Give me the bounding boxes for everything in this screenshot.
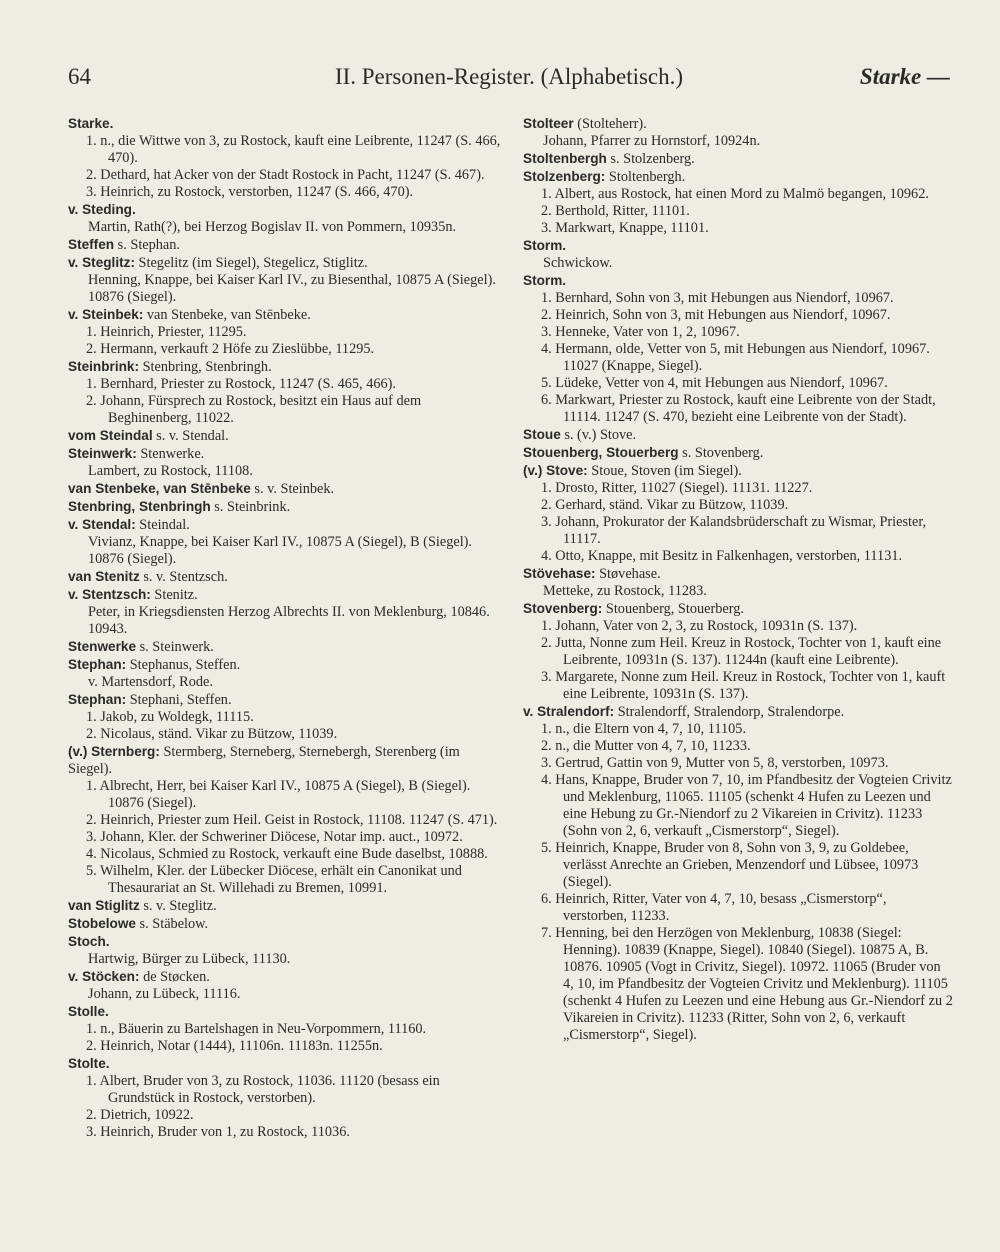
- entry-headword: Storm.: [523, 238, 567, 253]
- entry-item: 1. Drosto, Ritter, 11027 (Siegel). 11131. 11227.: [541, 480, 813, 496]
- entry-item: 1. Bernhard, Sohn von 3, mit Hebungen aus Niendorf, 10967.: [541, 290, 894, 306]
- entry-heading-line: [68, 743, 506, 778]
- entry-heading-line: [68, 201, 506, 219]
- entry-variants: Stephani, Steffen.: [126, 692, 232, 708]
- entry-heading-line: [523, 272, 953, 290]
- register-entry: [68, 1055, 506, 1141]
- register-entry: [68, 656, 506, 691]
- entry-item: 2. Heinrich, Sohn von 3, mit Hebungen aus Niendorf, 10967.: [541, 307, 891, 323]
- register-entry: [68, 306, 506, 358]
- entry-heading-line: [68, 1003, 506, 1021]
- entry-variants: s. (v.) Stove.: [560, 427, 637, 443]
- entry-headword: v. Stöcken:: [68, 969, 140, 984]
- entry-heading-line: [523, 703, 953, 721]
- entry-variants: Stenbring, Stenbringh.: [139, 359, 272, 375]
- entry-variants: Stegelitz (im Siegel), Stegelicz, Stiglitz.: [134, 255, 368, 271]
- entry-variants: Stouenberg, Stouerberg.: [602, 601, 744, 617]
- entry-headword: Stövehase:: [523, 566, 596, 581]
- entry-variants: s. v. Stentzsch.: [139, 569, 228, 585]
- entry-description: Hartwig, Bürger zu Lübeck, 11130.: [88, 951, 291, 967]
- entry-item: 1. Heinrich, Priester, 11295.: [86, 324, 247, 340]
- entry-headword: Stobelowe: [68, 916, 136, 931]
- entry-headword: Stephan:: [68, 657, 127, 672]
- entry-headword: Stoch.: [68, 934, 110, 949]
- entry-item: 7. Henning, bei den Herzögen von Meklenburg, 10838 (Siegel: Henning). 10839 (Knappe, Siegel). 10840 (Siegel). 10875 A, B. 10876. 10905 (Vogt in Crivitz, Siegel). 10972. 11065 (Bruder von 4, 10, im Pfandbesitz der Vogteien Crivitz und Meklenburg). 11105 (schenkt 4 Hufen zu Leezen und eine Hebung aus Gr.-Niendorf zu 2 Vikareien in Crivitz). 11233 (Ritter, Sohn von 2, 6, verkauft „Cismerstorp“, Siegel).: [541, 925, 953, 1043]
- entry-item: 3. Heinrich, zu Rostock, verstorben, 11247 (S. 466, 470).: [86, 184, 414, 200]
- entry-heading-line: [68, 358, 506, 376]
- entry-heading-line: [523, 565, 953, 583]
- entry-variants: Støvehase.: [595, 566, 661, 582]
- entry-item: 2. Berthold, Ritter, 11101.: [541, 203, 690, 219]
- entry-headword: v. Stentzsch:: [68, 587, 151, 602]
- entry-item: 3. Gertrud, Gattin von 9, Mutter von 5, 8, verstorben, 10973.: [541, 755, 889, 771]
- entry-heading-line: [68, 306, 506, 324]
- register-entry: [68, 498, 506, 516]
- entry-headword: Steinbrink:: [68, 359, 139, 374]
- register-entry: [68, 445, 506, 480]
- entry-item: 3. Johann, Kler. der Schweriner Diöcese, Notar imp. auct., 10972.: [86, 829, 463, 845]
- entry-variants: Stralendorff, Stralendorp, Stralendorpe.: [614, 704, 845, 720]
- entry-headword: (v.) Sternberg:: [68, 744, 160, 759]
- entry-headword: v. Stralendorf:: [523, 704, 615, 719]
- register-entry: [68, 638, 506, 656]
- entry-item: 2. Hermann, verkauft 2 Höfe zu Zieslübbe, 11295.: [86, 341, 375, 357]
- entry-description: Lambert, zu Rostock, 11108.: [88, 463, 253, 479]
- entry-heading-line: [68, 915, 506, 933]
- register-entry: [68, 1003, 506, 1055]
- entry-item: 1. Bernhard, Priester zu Rostock, 11247 (S. 465, 466).: [86, 376, 396, 392]
- entry-description: Martin, Rath(?), bei Herzog Bogislav II. von Pommern, 10935n.: [88, 219, 457, 235]
- entry-item: 5. Wilhelm, Kler. der Lübecker Diöcese, erhält ein Canonikat und Thesaurariat an St. Willehadi zu Bremen, 10991.: [86, 863, 462, 896]
- entry-item: 1. Johann, Vater von 2, 3, zu Rostock, 10931n (S. 137).: [541, 618, 858, 634]
- entry-headword: Storm.: [523, 273, 567, 288]
- register-entry: [523, 150, 953, 168]
- entry-item: 2. Heinrich, Notar (1444), 11106n. 11183n. 11255n.: [86, 1038, 383, 1054]
- entry-item: 4. Hermann, olde, Vetter von 5, mit Hebungen aus Niendorf, 10967. 11027 (Knappe, Siegel).: [541, 341, 930, 374]
- entry-heading-line: [523, 426, 953, 444]
- entry-item: 4. Nicolaus, Schmied zu Rostock, verkauft eine Bude daselbst, 10888.: [86, 846, 488, 862]
- entry-item: 4. Hans, Knappe, Bruder von 7, 10, im Pfandbesitz der Vogteien Crivitz und Meklenburg, 11065. 11105 (schenkt 4 Hufen zu Leezen und eine Hebung zu Gr.-Niendorf zu 2 Vikareien in Crivitz). 11233 (Sohn von 2, 6, verkauft „Cismerstorp“, Siegel).: [541, 772, 952, 839]
- entry-heading-line: [68, 933, 506, 951]
- entry-heading-line: [523, 115, 953, 133]
- entry-item: 6. Heinrich, Ritter, Vater von 4, 7, 10, besass „Cismerstorp“, verstorben, 11233.: [541, 891, 887, 924]
- register-entry: [68, 254, 506, 306]
- register-entry: [523, 168, 953, 237]
- entry-heading-line: [68, 236, 506, 254]
- entry-item: 1. n., die Wittwe von 3, zu Rostock, kauft eine Leibrente, 11247 (S. 466, 470).: [86, 133, 501, 166]
- entry-headword: Stoue: [523, 427, 561, 442]
- entry-item: 6. Markwart, Priester zu Rostock, kauft eine Leibrente von der Stadt, 11114. 11247 (S. 470, bezieht eine Leibrente von der Stadt).: [541, 392, 936, 425]
- entry-item: 1. Albert, Bruder von 3, zu Rostock, 11036. 11120 (besass ein Grundstück in Rostock, verstorben).: [86, 1073, 440, 1106]
- entry-headword: (v.) Stove:: [523, 463, 588, 478]
- register-entry: [68, 236, 506, 254]
- entry-heading-line: [523, 168, 953, 186]
- register-entry: [523, 565, 953, 600]
- entry-heading-line: [523, 600, 953, 618]
- entry-variants: s. Stäbelow.: [135, 916, 209, 932]
- entry-headword: vom Steindal: [68, 428, 153, 443]
- entry-heading-line: [68, 656, 506, 674]
- register-entry: [68, 201, 506, 236]
- entry-headword: Stolteer: [523, 116, 574, 131]
- entry-headword: Stovenberg:: [523, 601, 603, 616]
- register-entry: [523, 600, 953, 703]
- register-entry: [68, 915, 506, 933]
- page-header: [68, 64, 950, 98]
- entry-item: 4. Otto, Knappe, mit Besitz in Falkenhagen, verstorben, 11131.: [541, 548, 903, 564]
- entry-variants: Stenitz.: [150, 587, 198, 603]
- entry-headword: v. Steglitz:: [68, 255, 135, 270]
- entry-headword: v. Steding.: [68, 202, 136, 217]
- entry-item: 2. Dietrich, 10922.: [86, 1107, 194, 1123]
- entry-item: 5. Lüdeke, Vetter von 4, mit Hebungen aus Niendorf, 10967.: [541, 375, 888, 391]
- entry-item: 2. Gerhard, ständ. Vikar zu Bützow, 11039.: [541, 497, 789, 513]
- entry-description: Johann, zu Lübeck, 11116.: [88, 986, 241, 1002]
- entry-heading-line: [68, 480, 506, 498]
- entry-variants: de Støcken.: [139, 969, 210, 985]
- entry-description: Schwickow.: [543, 255, 613, 271]
- entry-heading-line: [68, 691, 506, 709]
- register-entry: [68, 358, 506, 427]
- entry-item: 1. Jakob, zu Woldegk, 11115.: [86, 709, 254, 725]
- entry-headword: van Stenitz: [68, 569, 140, 584]
- entry-variants: s. v. Steinbek.: [250, 481, 335, 497]
- entry-item: 3. Heinrich, Bruder von 1, zu Rostock, 11036.: [86, 1124, 350, 1140]
- entry-heading-line: [68, 1055, 506, 1073]
- entry-heading-line: [68, 498, 506, 516]
- entry-headword: v. Stendal:: [68, 517, 136, 532]
- entry-description: Johann, Pfarrer zu Hornstorf, 10924n.: [543, 133, 761, 149]
- entry-item: 1. n., die Eltern von 4, 7, 10, 11105.: [541, 721, 747, 737]
- entry-item: 3. Johann, Prokurator der Kalandsbrüderschaft zu Wismar, Priester, 11117.: [541, 514, 927, 547]
- entry-headword: Stolle.: [68, 1004, 109, 1019]
- register-entry: [68, 568, 506, 586]
- page-title: II. Personen-Register. (Alphabetisch.): [334, 64, 684, 89]
- entry-heading-line: [68, 516, 506, 534]
- entry-item: 2. Jutta, Nonne zum Heil. Kreuz in Rostock, Tochter von 1, kauft eine Leibrente, 10931n (S. 137). 11244n (kauft eine Leibrente).: [541, 635, 942, 668]
- entry-variants: Stoue, Stoven (im Siegel).: [587, 463, 742, 479]
- entry-variants: s. Stephan.: [114, 237, 180, 253]
- entry-variants: (Stolteherr).: [573, 116, 647, 132]
- register-entry: [68, 115, 506, 201]
- entry-headword: Starke.: [68, 116, 114, 131]
- entry-item: 3. Henneke, Vater von 1, 2, 10967.: [541, 324, 740, 340]
- entry-headword: Stoltenbergh: [523, 151, 607, 166]
- entry-item: 2. Dethard, hat Acker von der Stadt Rostock in Pacht, 11247 (S. 467).: [86, 167, 485, 183]
- entry-item: 2. Johann, Fürsprech zu Rostock, besitzt ein Haus auf dem Beghinenberg, 11022.: [86, 393, 422, 426]
- entry-headword: Steinwerk:: [68, 446, 137, 461]
- entry-description: Vivianz, Knappe, bei Kaiser Karl IV., 10875 A (Siegel), B (Siegel). 10876 (Siegel).: [88, 534, 473, 567]
- register-entry: [68, 968, 506, 1003]
- entry-item: 5. Heinrich, Knappe, Bruder von 8, Sohn von 3, 9, zu Goldebee, verlässt Anrechte an Grieben, Menzendorf und Lübsee, 10973 (Siegel).: [541, 840, 919, 890]
- left-column: [68, 115, 506, 1141]
- entry-headword: Stenwerke: [68, 639, 137, 654]
- entry-variants: van Stenbeke, van Stēnbeke.: [143, 307, 311, 323]
- entry-item: 1. Albrecht, Herr, bei Kaiser Karl IV., 10875 A (Siegel), B (Siegel). 10876 (Siegel).: [86, 778, 471, 811]
- entry-item: 2. Nicolaus, ständ. Vikar zu Bützow, 11039.: [86, 726, 338, 742]
- entry-heading-line: [523, 150, 953, 168]
- entry-variants: s. v. Stendal.: [152, 428, 229, 444]
- entry-heading-line: [68, 427, 506, 445]
- entry-item: 1. Albert, aus Rostock, hat einen Mord zu Malmö begangen, 10962.: [541, 186, 929, 202]
- entry-headword: Stouenberg, Stouerberg: [523, 445, 679, 460]
- register-entry: [68, 743, 506, 897]
- register-entry: [68, 586, 506, 638]
- entry-item: 2. Heinrich, Priester zum Heil. Geist in Rostock, 11108. 11247 (S. 471).: [86, 812, 498, 828]
- entry-headword: Stolzenberg:: [523, 169, 606, 184]
- register-entry: [523, 703, 953, 1044]
- entry-variants: Stenwerke.: [136, 446, 205, 462]
- register-entry: [68, 427, 506, 445]
- entry-headword: Stenbring, Stenbringh: [68, 499, 211, 514]
- entry-heading-line: [68, 586, 506, 604]
- entry-variants: Steindal.: [135, 517, 190, 533]
- entry-heading-line: [523, 444, 953, 462]
- right-column: [523, 115, 953, 1044]
- entry-headword: v. Steinbek:: [68, 307, 144, 322]
- entry-variants: s. Steinbrink.: [210, 499, 291, 515]
- entry-headword: Stephan:: [68, 692, 127, 707]
- entry-variants: Stoltenbergh.: [605, 169, 686, 185]
- register-entry: [68, 516, 506, 568]
- entry-variants: Stephanus, Steffen.: [126, 657, 241, 673]
- page-number: 64: [68, 64, 91, 89]
- register-entry: [68, 897, 506, 915]
- register-entry: [523, 115, 953, 150]
- running-head: Starke —: [859, 64, 950, 89]
- entry-item: 3. Markwart, Knappe, 11101.: [541, 220, 709, 236]
- register-entry: [68, 933, 506, 968]
- entry-variants: s. Stolzenberg.: [606, 151, 695, 167]
- entry-variants: s. Steinwerk.: [136, 639, 214, 655]
- entry-variants: s. Stovenberg.: [678, 445, 764, 461]
- entry-heading-line: [68, 638, 506, 656]
- register-entry: [523, 462, 953, 565]
- register-entry: [68, 480, 506, 498]
- entry-heading-line: [68, 254, 506, 272]
- entry-description: Henning, Knappe, bei Kaiser Karl IV., zu Biesenthal, 10875 A (Siegel). 10876 (Siegel).: [88, 272, 496, 305]
- entry-variants: s. v. Steglitz.: [139, 898, 217, 914]
- entry-item: 3. Margarete, Nonne zum Heil. Kreuz in Rostock, Tochter von 1, kauft eine Leibrente, 10931n (S. 137).: [541, 669, 946, 702]
- entry-heading-line: [68, 445, 506, 463]
- entry-heading-line: [68, 968, 506, 986]
- register-entry: [523, 426, 953, 444]
- entry-headword: van Stiglitz: [68, 898, 140, 913]
- entry-heading-line: [523, 462, 953, 480]
- entry-headword: Steffen: [68, 237, 115, 252]
- register-entry: [523, 272, 953, 426]
- entry-headword: Stolte.: [68, 1056, 110, 1071]
- entry-description: Peter, in Kriegsdiensten Herzog Albrechts II. von Meklenburg, 10846. 10943.: [88, 604, 490, 637]
- register-entry: [523, 237, 953, 272]
- entry-heading-line: [68, 568, 506, 586]
- entry-description: v. Martensdorf, Rode.: [88, 674, 213, 690]
- entry-item: 2. n., die Mutter von 4, 7, 10, 11233.: [541, 738, 751, 754]
- entry-item: 1. n., Bäuerin zu Bartelshagen in Neu-Vorpommern, 11160.: [86, 1021, 427, 1037]
- entry-headword: van Stenbeke, van Stēnbeke: [68, 481, 251, 496]
- entry-description: Metteke, zu Rostock, 11283.: [543, 583, 707, 599]
- register-entry: [523, 444, 953, 462]
- entry-heading-line: [68, 115, 506, 133]
- entry-variants: Stermberg, Sterneberg, Sternebergh, Sterenberg (im Siegel).: [68, 744, 460, 777]
- entry-heading-line: [523, 237, 953, 255]
- register-entry: [68, 691, 506, 743]
- entry-heading-line: [68, 897, 506, 915]
